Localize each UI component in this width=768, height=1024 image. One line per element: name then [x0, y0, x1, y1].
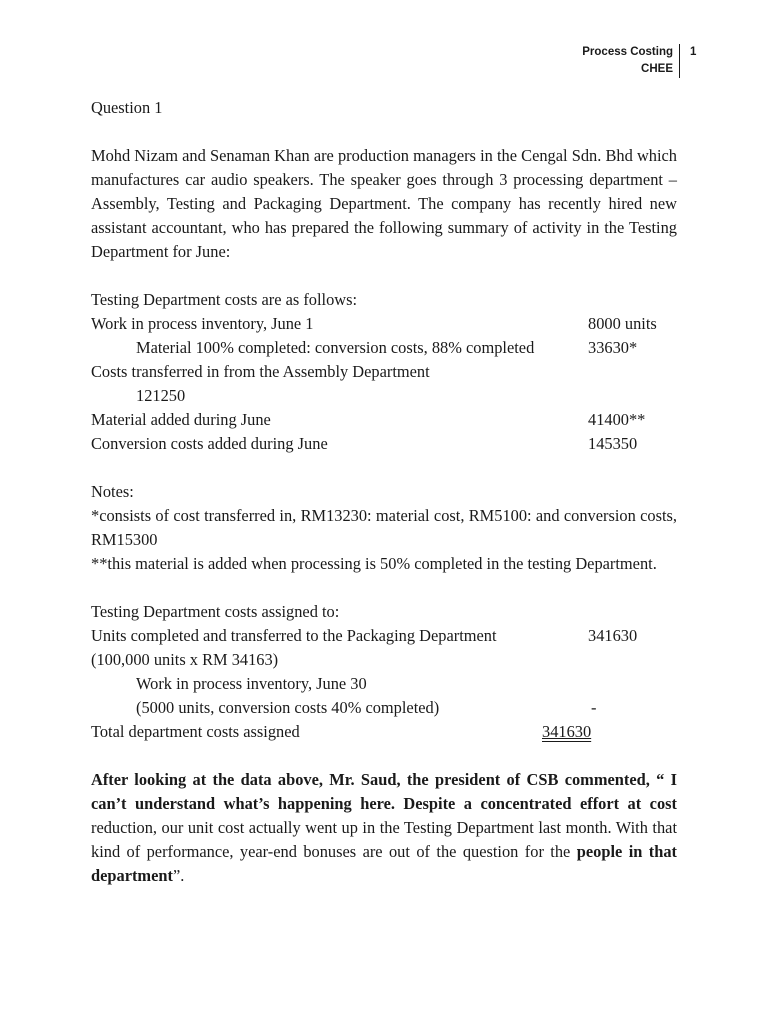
document-body	[91, 96, 677, 888]
question-title: Question 1	[91, 98, 163, 117]
wip-june1-row	[91, 312, 677, 336]
material-amount: 33630*	[588, 338, 638, 357]
units-completed-label: Units completed and transferred to the Packaging Department	[91, 626, 497, 645]
wip-june1-amount: 8000 units	[588, 314, 657, 333]
page-number: 1	[690, 46, 697, 58]
notes-heading: Notes:	[91, 482, 134, 501]
closing-normal-part: reduction, our unit cost actually went up in the Testing Department last month. With that kind of performance, year-end bonuses are out of the question for the	[91, 818, 677, 861]
material-label: Material 100% completed: conversion costs, 88% completed	[136, 338, 535, 357]
wip-june30-row	[91, 672, 677, 696]
closing-bold-end: people in that department	[91, 842, 677, 885]
running-header	[582, 44, 680, 78]
units-detail: (100,000 units x RM 34163)	[91, 650, 279, 669]
units-detail-row	[91, 648, 677, 672]
material-added-row	[91, 408, 677, 432]
header-title: Process Costing	[582, 46, 673, 58]
wip-june30-label: Work in process inventory, June 30	[136, 674, 367, 693]
wip-june30-amount: -	[591, 698, 597, 717]
assigned-heading: Testing Department costs assigned to:	[91, 602, 340, 621]
total-amount: 341630	[542, 722, 592, 741]
units-completed-row	[91, 624, 677, 648]
conversion-row	[91, 432, 677, 456]
units-completed-amount: 341630	[588, 626, 638, 645]
material-added-label: Material added during June	[91, 410, 271, 429]
wip-june30-detail: (5000 units, conversion costs 40% completed)	[136, 698, 440, 717]
closing-end-quote: ”.	[172, 866, 185, 885]
transferred-row	[91, 360, 677, 384]
material-added-amount: 41400**	[588, 410, 646, 429]
material-row	[91, 336, 677, 360]
conversion-label: Conversion costs added during June	[91, 434, 328, 453]
transferred-amount-row	[91, 384, 677, 408]
wip-june1-label: Work in process inventory, June 1	[91, 314, 314, 333]
closing-bold-part: After looking at the data above, Mr. Saud, the president of CSB commented, “ I can’t understand what’s happening here. Despite a concentrated effort at cost	[91, 770, 677, 813]
total-label: Total department costs assigned	[91, 722, 300, 741]
note-2: **this material is added when processing is 50% completed in the testing Department.	[91, 554, 657, 573]
header-subtitle: CHEE	[641, 63, 673, 75]
total-row	[91, 720, 677, 744]
wip-june30-detail-row	[91, 696, 677, 720]
transferred-label: Costs transferred in from the Assembly Department	[91, 362, 430, 381]
conversion-amount: 145350	[588, 434, 638, 453]
transferred-amount: 121250	[136, 386, 186, 405]
note-1: *consists of cost transferred in, RM13230: material cost, RM5100: and conversion costs, RM15300	[91, 506, 677, 549]
intro-paragraph: Mohd Nizam and Senaman Khan are production managers in the Cengal Sdn. Bhd which manufactures car audio speakers. The speaker goes through 3 processing department – Assembly, Testing and Packaging Department. The company has recently hired new assistant accountant, who has prepared the following summary of activity in the Testing Department for June:	[91, 146, 677, 261]
costs-heading: Testing Department costs are as follows:	[91, 290, 358, 309]
closing-paragraph	[91, 768, 677, 888]
